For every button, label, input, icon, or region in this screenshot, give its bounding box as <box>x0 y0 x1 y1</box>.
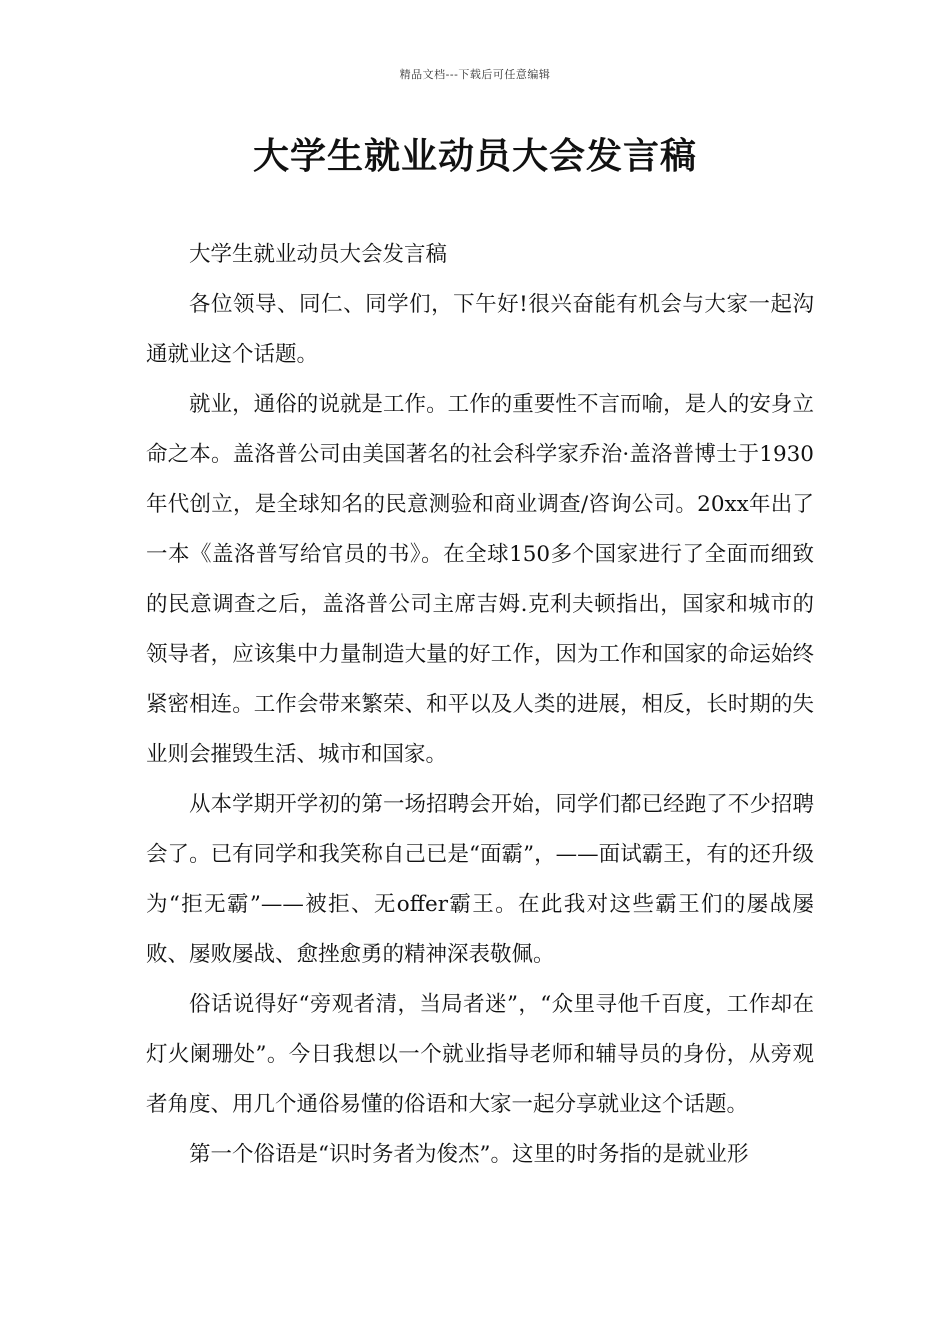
paragraph-job-fairs: 从本学期开学初的第一场招聘会开始，同学们都已经跑了不少招聘会了。已有同学和我笑称自己已是“面霸”，——面试霸王，有的还升级为“拒无霸”——被拒、无offer霸王。在此我对这些霸王们的屡战屡败、屡败屡战、愈挫愈勇的精神深表敬佩。 <box>146 792 814 967</box>
paragraph-first-proverb: 第一个俗语是“识时务者为俊杰”。这里的时务指的是就业形 <box>189 1142 749 1167</box>
paragraph-employment-importance: 就业，通俗的说就是工作。工作的重要性不言而喻，是人的安身立命之本。盖洛普公司由美国著名的社会科学家乔治·盖洛普博士于1930年代创立，是全球知名的民意测验和商业调查/咨询公司。20xx年出了一本《盖洛普写给官员的书》。在全球150多个国家进行了全面而细致的民意调查之后，盖洛普公司主席吉姆.克利夫顿指出，国家和城市的领导者，应该集中力量制造大量的好工作，因为工作和国家的命运始终紧密相连。工作会带来繁荣、和平以及人类的进展，相反，长时期的失业则会摧毁生活、城市和国家。 <box>146 392 814 767</box>
paragraph-subtitle: 大学生就业动员大会发言稿 <box>189 242 448 267</box>
header-note: 精品文档---下载后可任意编辑 <box>399 68 551 81</box>
paragraph-greeting: 各位领导、同仁、同学们，下午好!很兴奋能有机会与大家一起沟通就业这个话题。 <box>146 292 814 367</box>
document-body <box>146 230 814 1180</box>
paragraph-proverbs-intro: 俗话说得好“旁观者清，当局者迷”，“众里寻他千百度，工作却在灯火阑珊处”。今日我想以一个就业指导老师和辅导员的身份，从旁观者角度、用几个通俗易懂的俗语和大家一起分享就业这个话题。 <box>146 992 814 1117</box>
document-title: 大学生就业动员大会发言稿 <box>252 136 697 177</box>
